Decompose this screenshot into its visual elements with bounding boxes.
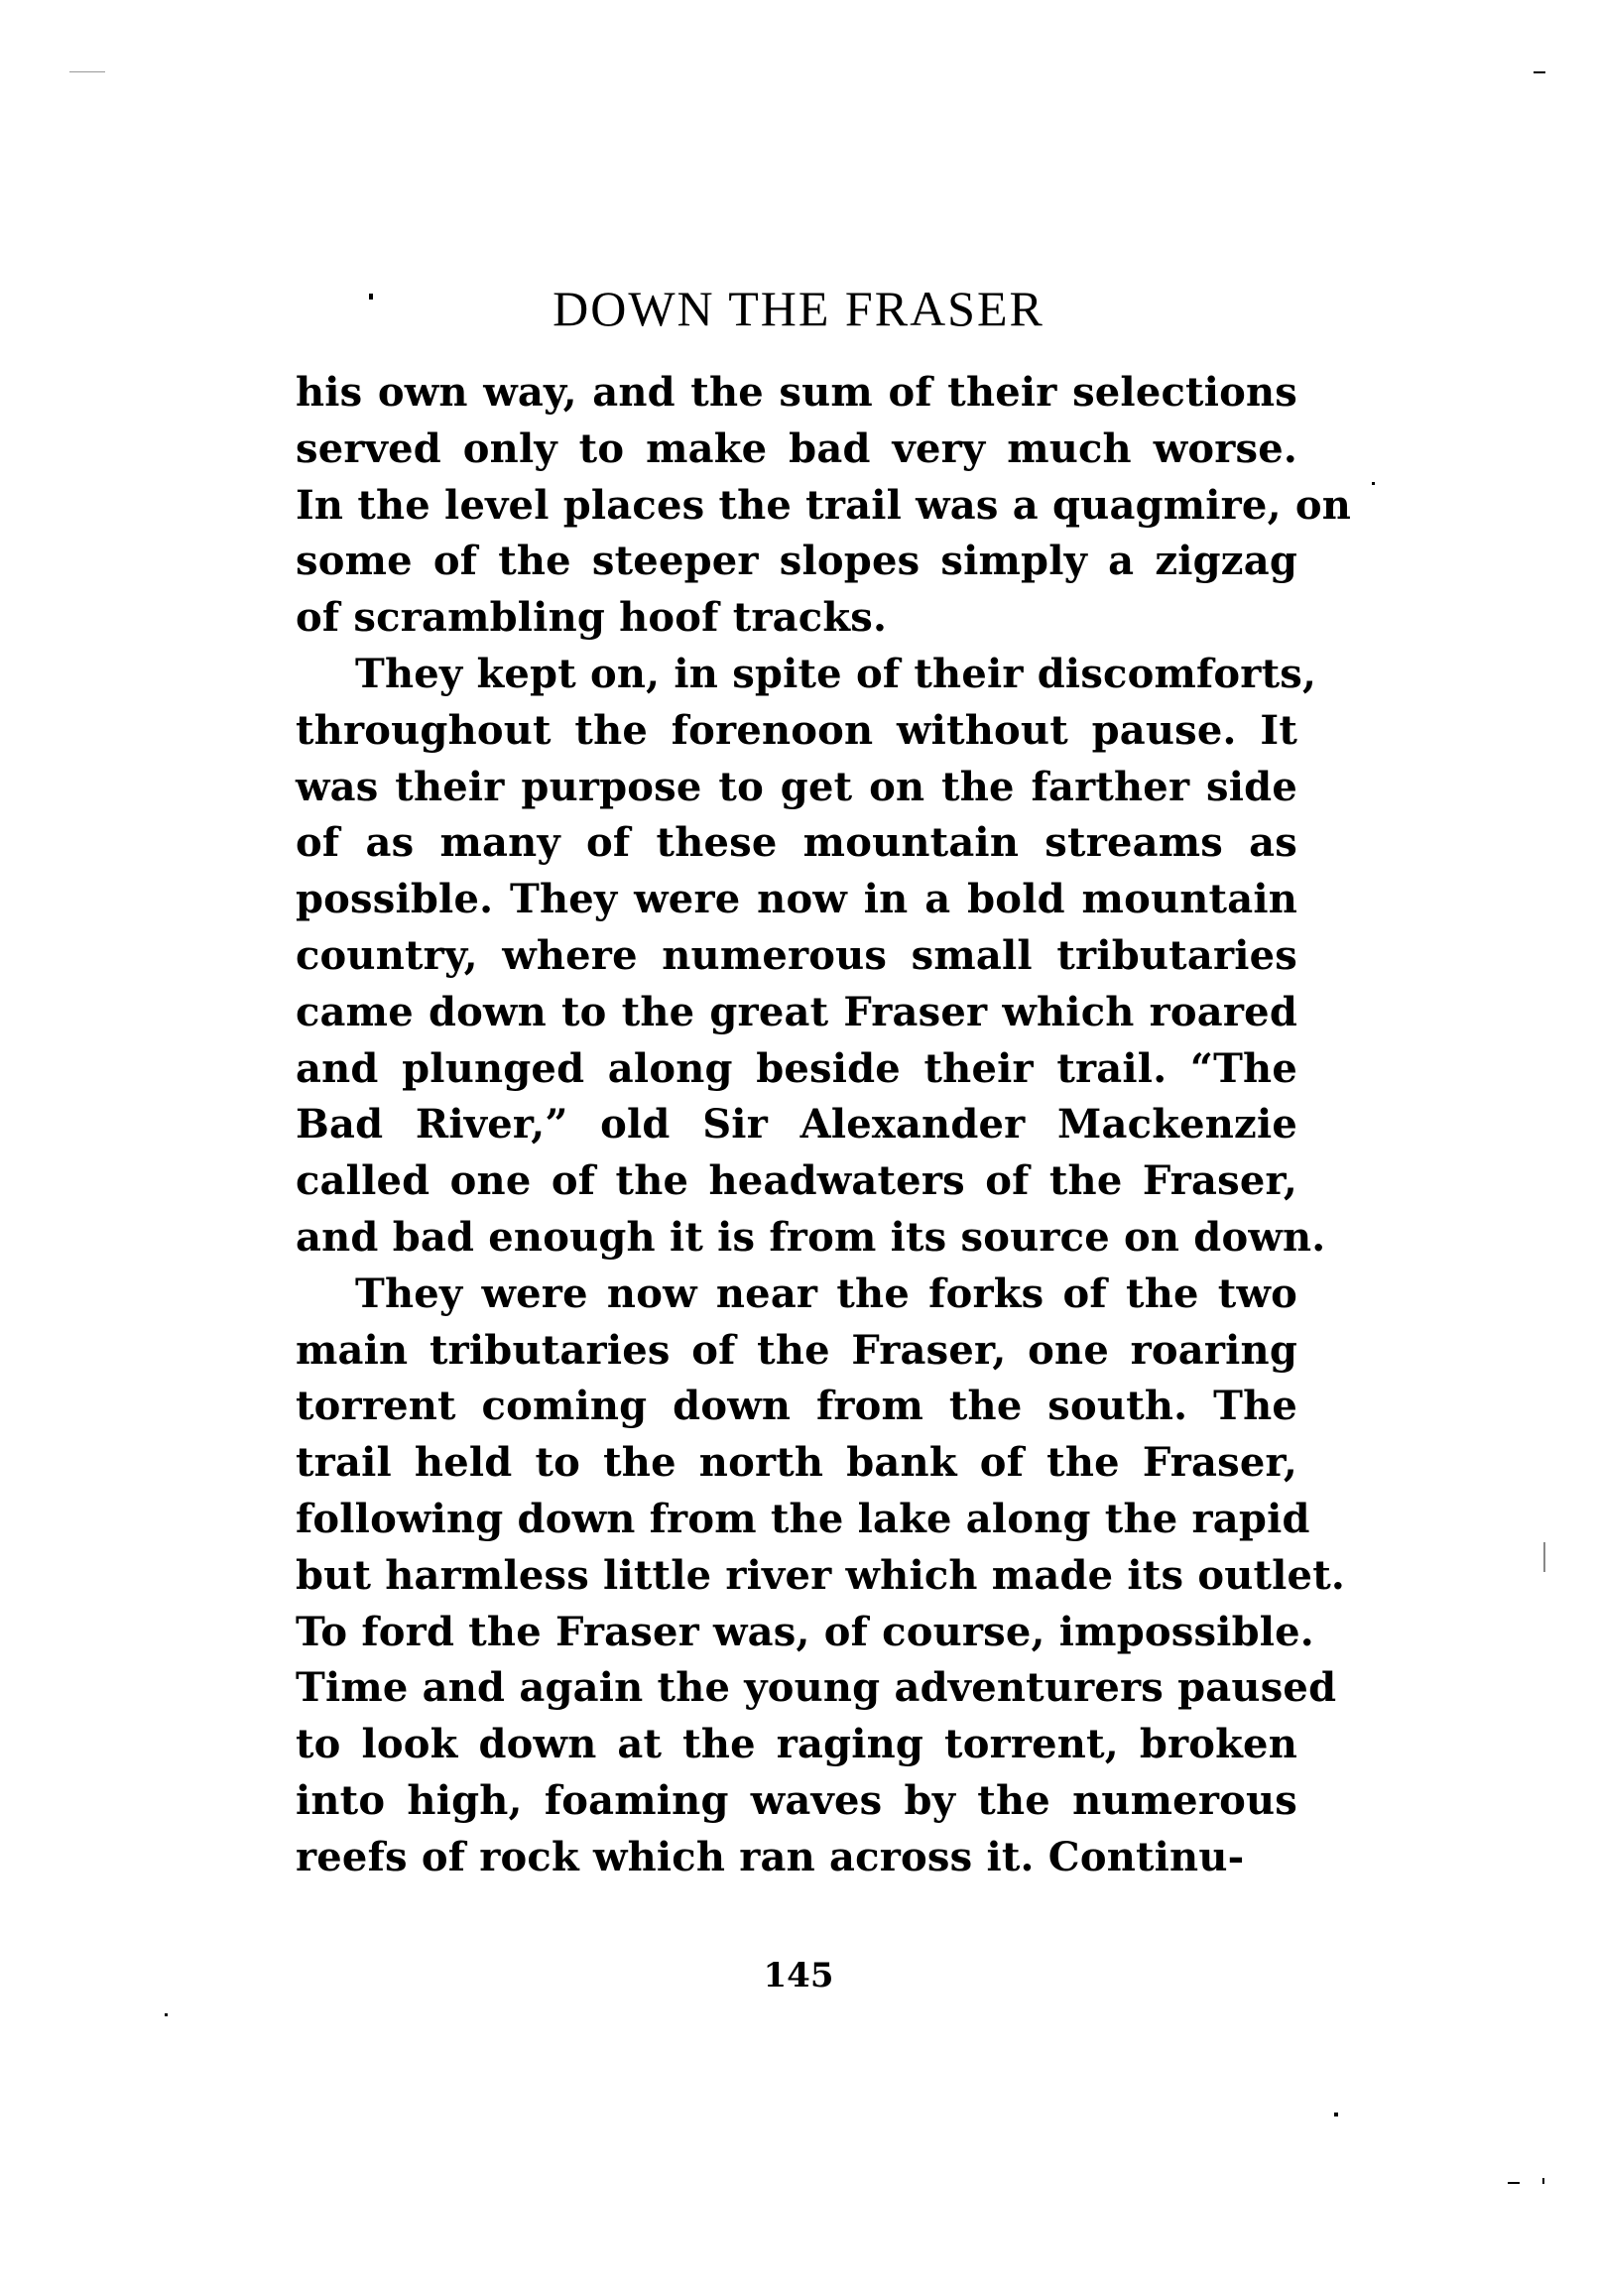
text-line: throughout the forenoon without pause. It: [296, 706, 1297, 754]
scan-speck: [1372, 482, 1375, 485]
text-line: reefs of rock which ran across it. Continu-: [296, 1833, 1245, 1880]
running-head: DOWN THE FRASER: [553, 281, 1044, 336]
text-line: but harmless little river which made its outlet.: [296, 1551, 1345, 1599]
text-line: possible. They were now in a bold mountain: [296, 876, 1297, 923]
text-line: served only to make bad very much worse.: [296, 424, 1297, 472]
text-line: of as many of these mountain streams as: [296, 819, 1297, 867]
text-line: To ford the Fraser was, of course, impossible.: [296, 1608, 1314, 1655]
text-line: into high, foaming waves by the numerous: [296, 1776, 1297, 1824]
text-line: his own way, and the sum of their selections: [296, 369, 1297, 416]
text-line: torrent coming down from the south. The: [296, 1383, 1297, 1430]
scan-speck: [1534, 71, 1545, 73]
text-line: following down from the lake along the rapid: [296, 1495, 1310, 1542]
text-line: They kept on, in spite of their discomforts,: [355, 650, 1317, 697]
body-text: [296, 365, 1351, 1886]
page-number: 145: [763, 1956, 834, 1995]
text-line: was their purpose to get on the farther side: [296, 763, 1297, 810]
scan-speck: [1334, 2113, 1338, 2116]
scan-speck: [69, 71, 105, 72]
scan-speck: [1543, 1542, 1545, 1572]
text-line: to look down at the raging torrent, broken: [296, 1721, 1297, 1768]
scan-speck: [369, 294, 373, 300]
text-line: trail held to the north bank of the Fraser,: [296, 1439, 1297, 1487]
scan-speck: [165, 2013, 168, 2016]
text-line: main tributaries of the Fraser, one roaring: [296, 1326, 1297, 1374]
text-line: They were now near the forks of the two: [355, 1269, 1297, 1317]
text-line: Time and again the young adventurers paused: [296, 1664, 1337, 1712]
text-line: called one of the headwaters of the Fraser,: [296, 1157, 1297, 1205]
scan-speck: [1542, 2178, 1544, 2184]
text-line: of scrambling hoof tracks.: [296, 594, 888, 642]
text-line: In the level places the trail was a quagmire, on: [296, 481, 1351, 529]
text-line: some of the steeper slopes simply a zigzag: [296, 538, 1297, 585]
text-line: Bad River,” old Sir Alexander Mackenzie: [296, 1101, 1297, 1148]
text-line: and bad enough it is from its source on down.: [296, 1213, 1326, 1261]
scan-speck: [1508, 2182, 1520, 2184]
text-line: country, where numerous small tributaries: [296, 931, 1297, 979]
text-line: and plunged along beside their trail. “The: [296, 1044, 1297, 1092]
text-line: came down to the great Fraser which roared: [296, 988, 1297, 1035]
